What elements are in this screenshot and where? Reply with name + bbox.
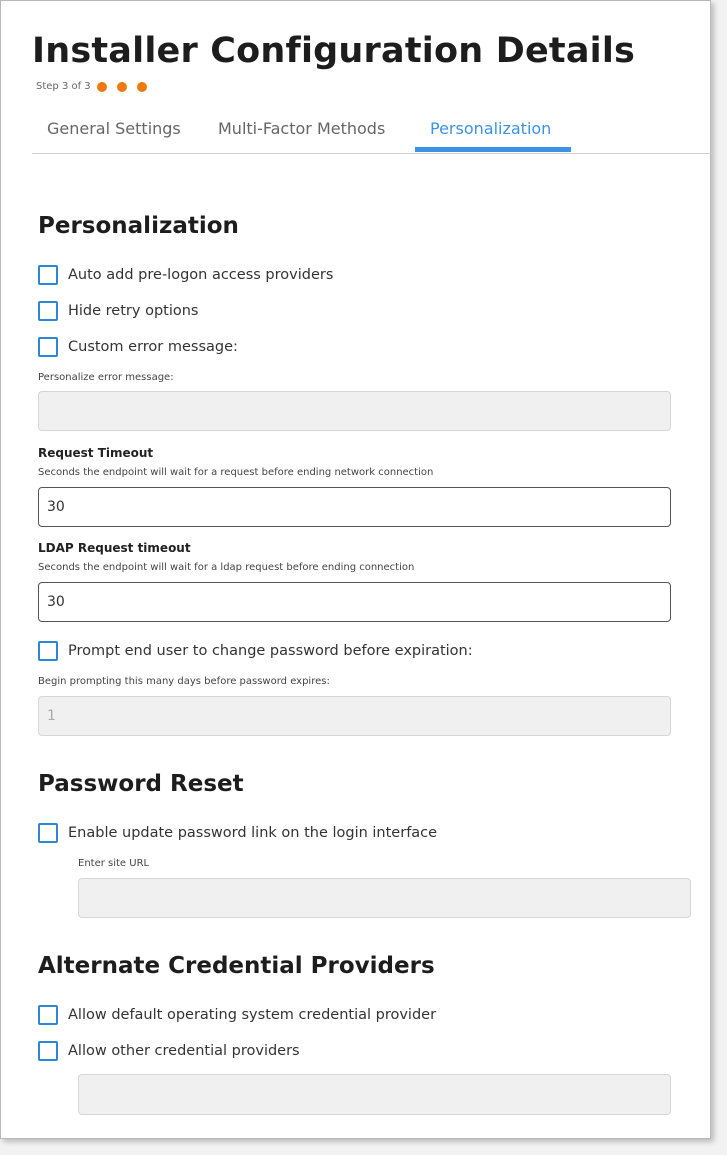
site-url-label: Enter site URL	[78, 858, 150, 869]
allow-other-providers-checkbox[interactable]	[38, 1041, 58, 1061]
prompt-days-input[interactable]	[38, 696, 671, 736]
allow-default-provider-option[interactable]	[38, 1005, 436, 1025]
step-dot-3	[137, 82, 147, 92]
custom-error-label: Custom error message:	[68, 339, 238, 355]
personalize-error-label: Personalize error message:	[38, 372, 174, 383]
request-timeout-label: Request Timeout	[38, 446, 154, 460]
request-timeout-description: Seconds the endpoint will wait for a request before ending network connection	[38, 467, 434, 478]
tab-bar	[32, 109, 712, 154]
step-dot-2	[117, 82, 127, 92]
site-url-input[interactable]	[78, 878, 691, 918]
prompt-days-label: Begin prompting this many days before password expires:	[38, 676, 330, 687]
auto-add-providers-label: Auto add pre-logon access providers	[68, 267, 334, 283]
personalization-heading: Personalization	[38, 213, 239, 239]
page-title: Installer Configuration Details	[32, 31, 636, 71]
prompt-change-password-label: Prompt end user to change password before expiration:	[68, 643, 473, 659]
enable-update-password-link-label: Enable update password link on the login interface	[68, 825, 438, 841]
allow-other-providers-label: Allow other credential providers	[68, 1043, 300, 1059]
allow-other-providers-option[interactable]	[38, 1041, 300, 1061]
tab-multi-factor-methods[interactable]: Multi-Factor Methods	[218, 119, 386, 138]
auto-add-providers-checkbox[interactable]	[38, 265, 58, 285]
hide-retry-label: Hide retry options	[68, 303, 199, 319]
other-providers-input[interactable]	[78, 1074, 671, 1115]
custom-error-option[interactable]	[38, 337, 238, 357]
tab-personalization[interactable]: Personalization	[430, 119, 552, 138]
active-tab-indicator	[415, 147, 571, 152]
step-text: Step 3 of 3	[36, 81, 91, 92]
prompt-change-password-option[interactable]	[38, 641, 473, 661]
step-dot-1	[97, 82, 107, 92]
alternate-providers-heading: Alternate Credential Providers	[38, 953, 435, 979]
hide-retry-option[interactable]	[38, 301, 198, 321]
custom-error-checkbox[interactable]	[38, 337, 58, 357]
step-indicator	[36, 81, 157, 92]
ldap-timeout-label: LDAP Request timeout	[38, 541, 191, 555]
allow-default-provider-checkbox[interactable]	[38, 1005, 58, 1025]
allow-default-provider-label: Allow default operating system credential provider	[68, 1007, 437, 1023]
password-reset-heading: Password Reset	[38, 771, 244, 797]
ldap-timeout-input[interactable]	[38, 582, 671, 622]
auto-add-providers-option[interactable]	[38, 265, 333, 285]
hide-retry-checkbox[interactable]	[38, 301, 58, 321]
personalize-error-input[interactable]	[38, 391, 671, 431]
enable-update-password-link-option[interactable]	[38, 823, 437, 843]
request-timeout-input[interactable]	[38, 487, 671, 527]
prompt-change-password-checkbox[interactable]	[38, 641, 58, 661]
tab-general-settings[interactable]: General Settings	[47, 119, 181, 138]
ldap-timeout-description: Seconds the endpoint will wait for a ldap request before ending connection	[38, 562, 415, 573]
enable-update-password-link-checkbox[interactable]	[38, 823, 58, 843]
